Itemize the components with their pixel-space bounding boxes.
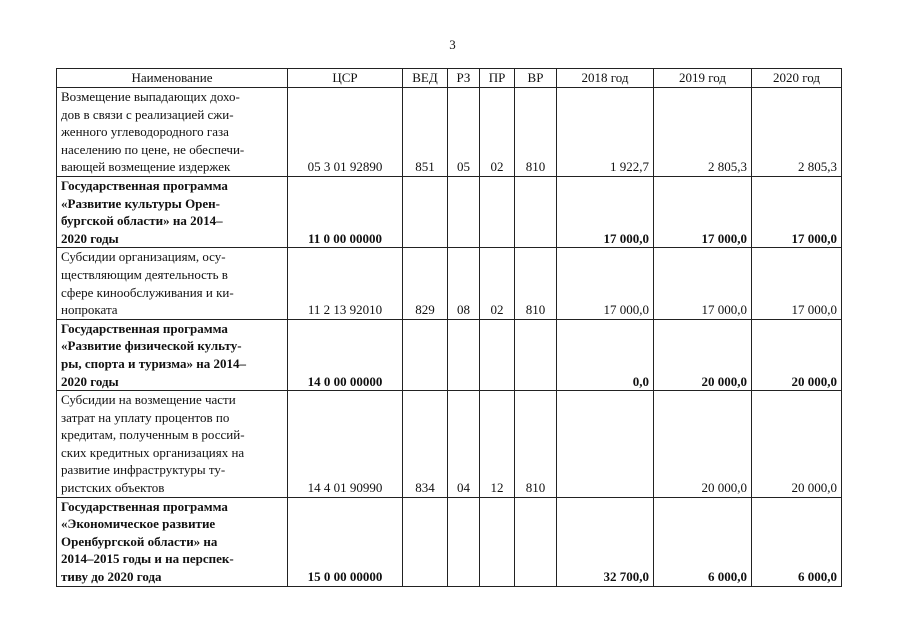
row-ved: [403, 497, 448, 586]
budget-table: [56, 68, 842, 587]
name-line: «Экономическое развитие: [61, 516, 216, 532]
name-line: населению по цене, не обеспечи-: [61, 141, 245, 157]
name-line: «Развитие культуры Орен-: [61, 195, 221, 211]
header-ved: ВЕД: [403, 69, 448, 88]
name-line: Субсидии на возмещение части: [61, 392, 236, 408]
name-line: 2014–2015 годы и на перспек-: [61, 551, 234, 567]
header-vr: ВР: [515, 69, 557, 88]
name-line: нопроката: [61, 302, 118, 318]
header-2020: 2020 год: [752, 69, 842, 88]
name-line: 2020 годы: [61, 373, 119, 389]
row-pr: 02: [480, 88, 515, 177]
row-name: [57, 88, 288, 177]
name-line: 2020 годы: [61, 230, 119, 246]
row-csr: 14 4 01 90990: [288, 391, 403, 498]
row-name: [57, 391, 288, 498]
name-line: Государственная программа: [61, 177, 228, 193]
row-rz: 08: [448, 248, 480, 319]
row-2019: 20 000,0: [654, 391, 752, 498]
table-row: [57, 248, 842, 319]
name-line: ществляющим деятельность в: [61, 266, 228, 282]
name-line: ристских объектов: [61, 480, 165, 496]
name-line: Государственная программа: [61, 320, 228, 336]
row-name: [57, 248, 288, 319]
row-rz: 05: [448, 88, 480, 177]
row-csr: 15 0 00 00000: [288, 497, 403, 586]
row-name: [57, 319, 288, 390]
row-2018: 32 700,0: [557, 497, 654, 586]
header-rz: РЗ: [448, 69, 480, 88]
row-vr: [515, 497, 557, 586]
table-header-row: [57, 69, 842, 88]
row-vr: 810: [515, 248, 557, 319]
header-csr: ЦСР: [288, 69, 403, 88]
name-line: ских кредитных организациях на: [61, 444, 245, 460]
row-ved: 834: [403, 391, 448, 498]
row-pr: 12: [480, 391, 515, 498]
row-ved: 851: [403, 88, 448, 177]
row-rz: [448, 176, 480, 247]
name-line: Государственная программа: [61, 498, 228, 514]
table-row: [57, 391, 842, 498]
name-line: Субсидии организациям, осу-: [61, 249, 226, 265]
row-2019: 6 000,0: [654, 497, 752, 586]
name-line: вающей возмещение издержек: [61, 159, 231, 175]
page-number: 3: [449, 37, 456, 52]
name-line: затрат на уплату процентов по: [61, 409, 230, 425]
table-row: [57, 88, 842, 177]
row-2019: 17 000,0: [654, 176, 752, 247]
row-csr: 05 3 01 92890: [288, 88, 403, 177]
header-name: Наименование: [57, 69, 288, 88]
row-2018: 17 000,0: [557, 176, 654, 247]
row-vr: 810: [515, 88, 557, 177]
row-csr: 11 0 00 00000: [288, 176, 403, 247]
name-line: ры, спорта и туризма» на 2014–: [61, 355, 246, 371]
row-vr: [515, 319, 557, 390]
header-2018: 2018 год: [557, 69, 654, 88]
row-2018: 1 922,7: [557, 88, 654, 177]
name-line: Оренбургской области» на: [61, 533, 218, 549]
name-line: «Развитие физической культу-: [61, 338, 242, 354]
name-line: дов в связи с реализацией сжи-: [61, 106, 234, 122]
row-ved: 829: [403, 248, 448, 319]
row-pr: [480, 176, 515, 247]
row-vr: 810: [515, 391, 557, 498]
row-2020: 20 000,0: [752, 319, 842, 390]
row-ved: [403, 319, 448, 390]
table-row: [57, 176, 842, 247]
name-line: развитие инфраструктуры ту-: [61, 462, 226, 478]
row-rz: 04: [448, 391, 480, 498]
row-vr: [515, 176, 557, 247]
name-line: бургской области» на 2014–: [61, 213, 223, 229]
row-2020: 17 000,0: [752, 176, 842, 247]
row-pr: [480, 497, 515, 586]
row-csr: 14 0 00 00000: [288, 319, 403, 390]
row-pr: [480, 319, 515, 390]
row-2019: 2 805,3: [654, 88, 752, 177]
row-rz: [448, 319, 480, 390]
row-name: [57, 176, 288, 247]
row-2018: 17 000,0: [557, 248, 654, 319]
row-pr: 02: [480, 248, 515, 319]
row-ved: [403, 176, 448, 247]
header-2019: 2019 год: [654, 69, 752, 88]
name-line: кредитам, полученным в россий-: [61, 427, 245, 443]
row-2019: 17 000,0: [654, 248, 752, 319]
row-name: [57, 497, 288, 586]
table-row: [57, 497, 842, 586]
name-line: сфере кинообслуживания и ки-: [61, 284, 234, 300]
row-2019: 20 000,0: [654, 319, 752, 390]
row-2020: 17 000,0: [752, 248, 842, 319]
table-row: [57, 319, 842, 390]
name-line: тиву до 2020 года: [61, 569, 162, 585]
name-line: женного углеводородного газа: [61, 124, 229, 140]
row-csr: 11 2 13 92010: [288, 248, 403, 319]
row-2020: 20 000,0: [752, 391, 842, 498]
row-2018: [557, 391, 654, 498]
name-line: Возмещение выпадающих дохо-: [61, 89, 240, 104]
row-2020: 6 000,0: [752, 497, 842, 586]
row-rz: [448, 497, 480, 586]
row-2018: 0,0: [557, 319, 654, 390]
row-2020: 2 805,3: [752, 88, 842, 177]
header-pr: ПР: [480, 69, 515, 88]
